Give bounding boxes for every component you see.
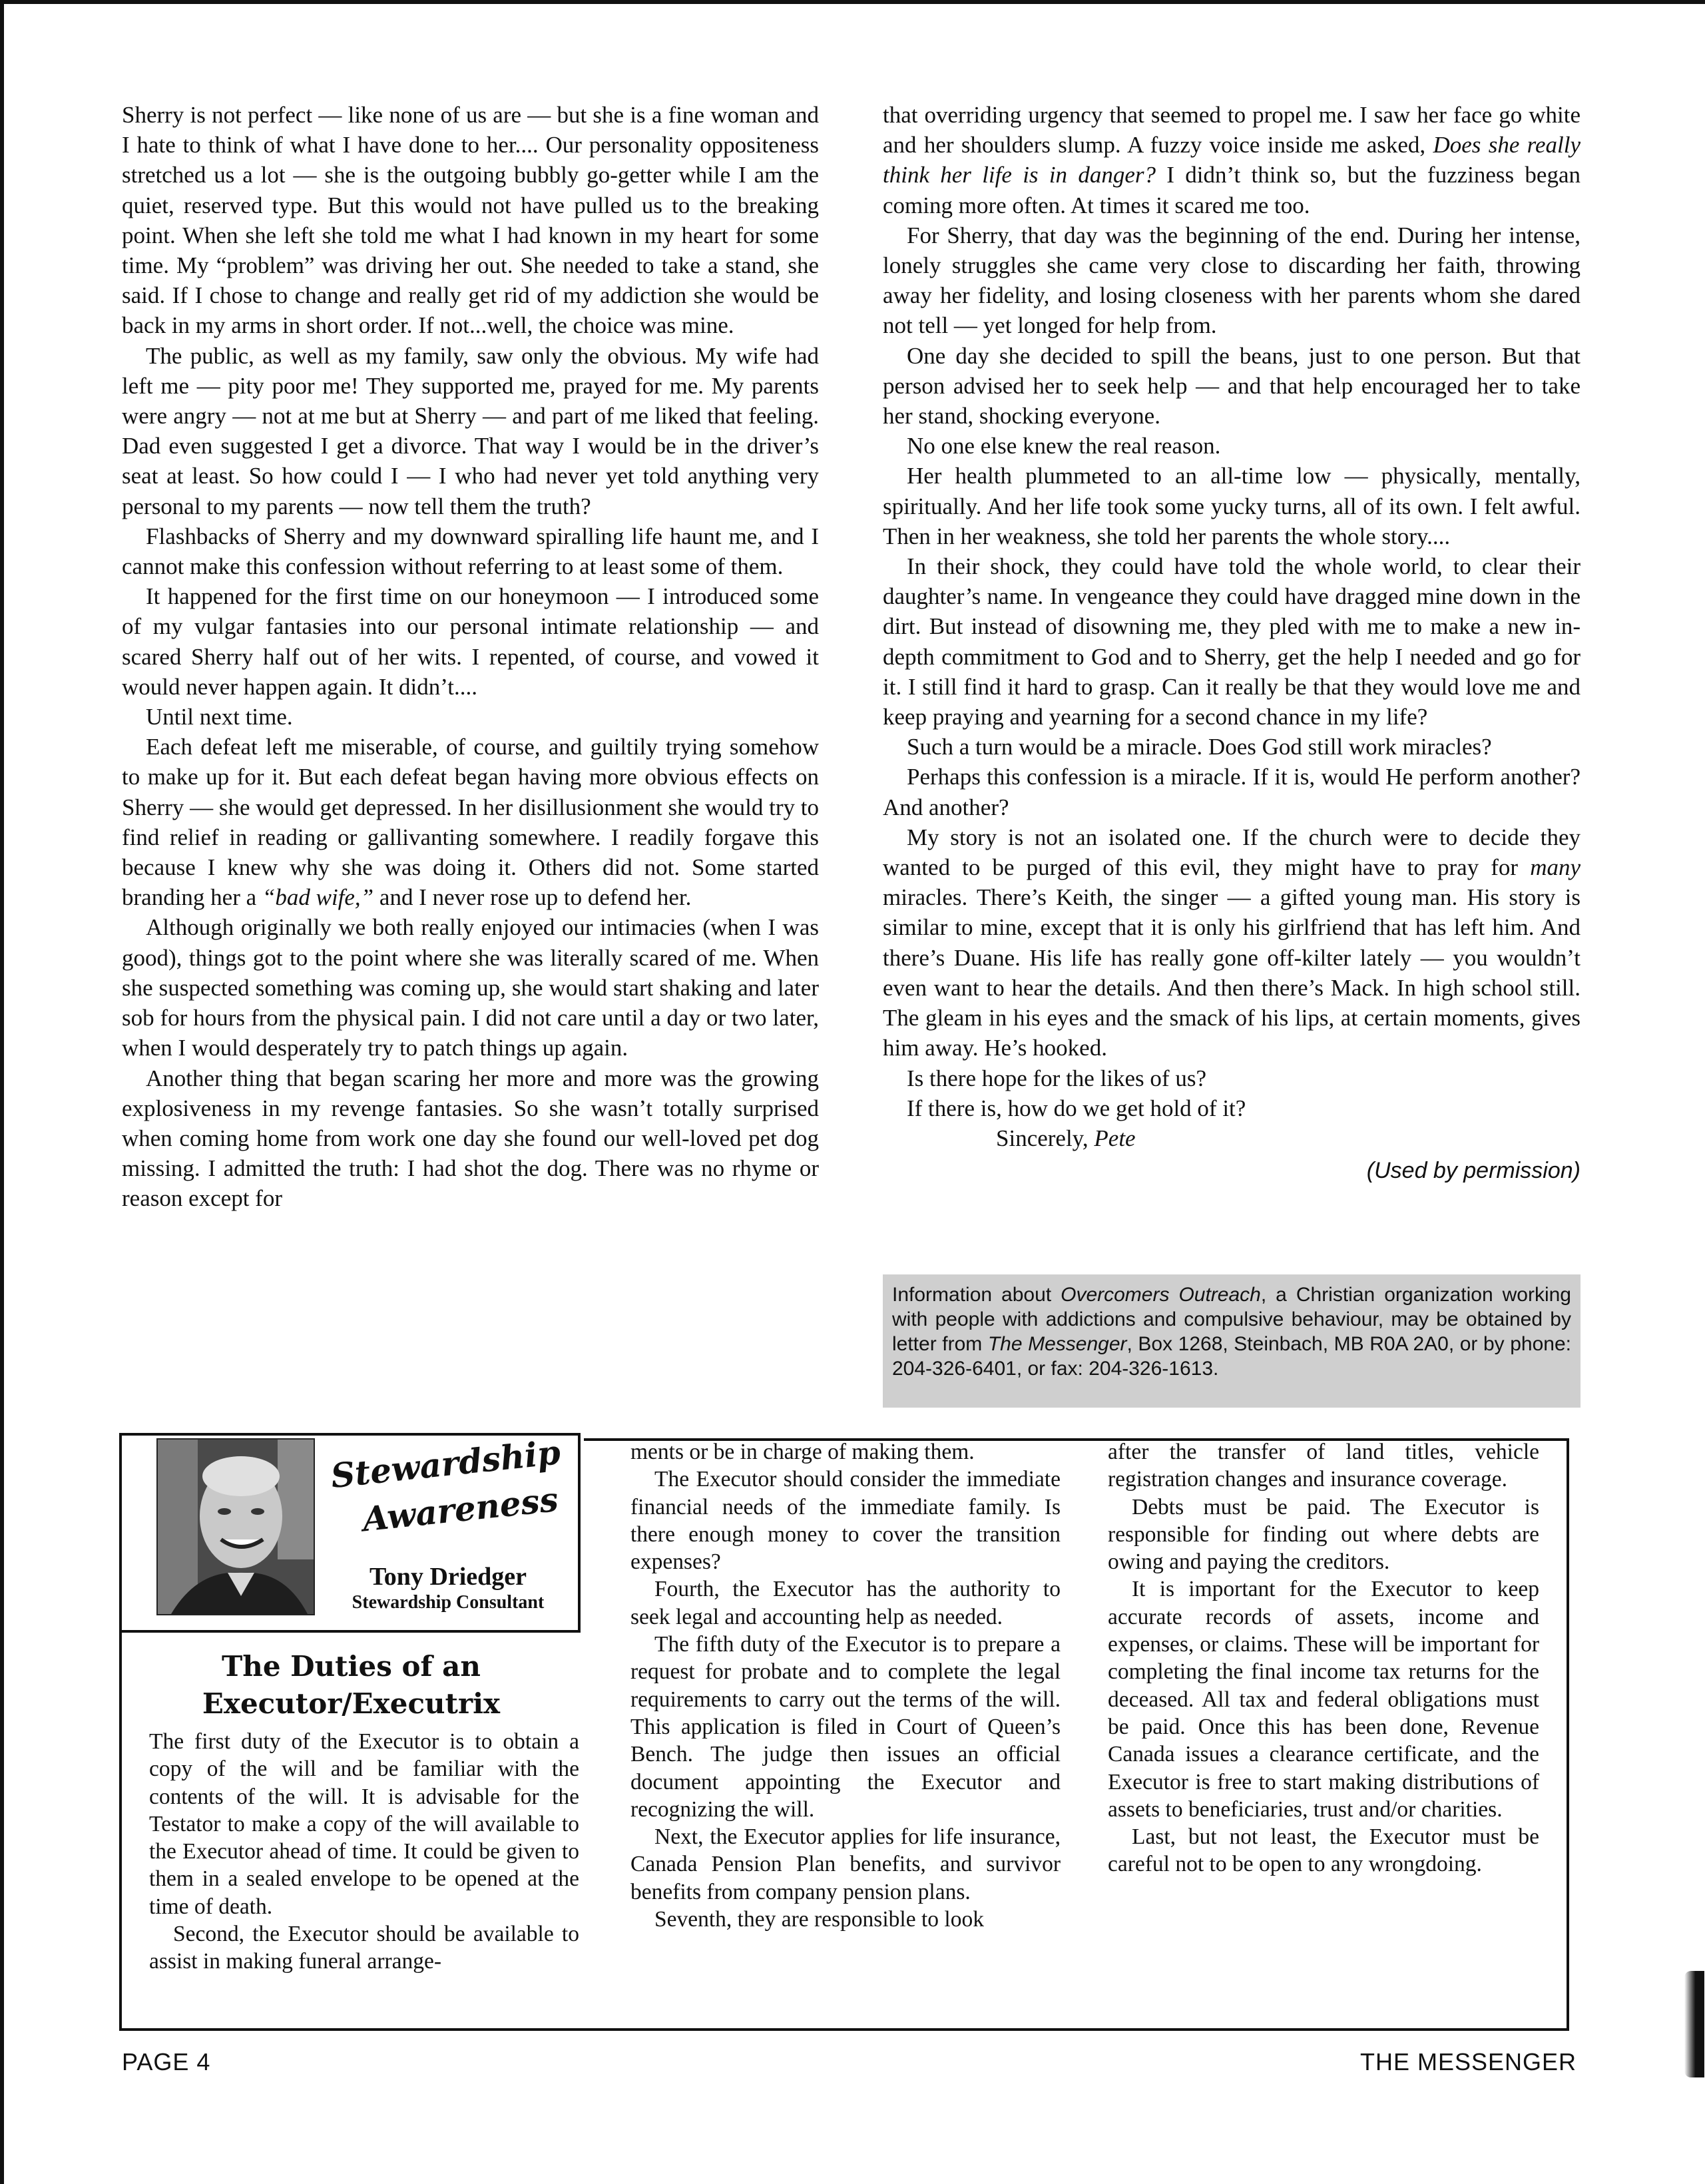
executor-column-3	[1108, 1438, 1539, 1878]
paragraph-bad-wife: Each defeat left me miserable, of course, and guiltily trying somehow to make up for it. But each defeat began having more obvious effects on Sherry — she would get depressed. In her disillusionment she would try to find relief in reading or gallivanting somewhere. I readily forgave this because I knew why she was doing it. Others did not. Some started branding her a “bad wife,” and I never rose up to defend her.	[122, 734, 819, 911]
paragraph: The Executor should consider the immediate financial needs of the immediate family. Is there enough money to cover the transition expenses?	[630, 1467, 1061, 1575]
paragraph: Sherry is not perfect — like none of us are — but she is a fine woman and I hate to think of what I have done to her.... Our personality oppositeness stretched us a lot — she is the outgoing bubbly go-getter while I am the quiet, reserved type. But this would not have pulled us to the breaking point. When she left she told me what I had known in my heart for some time. My “problem” was driving her out. She needed to take a stand, she said. If I chose to change and really get rid of my addiction she would be back in my arms in short order. If not...well, the choice was mine.	[122, 102, 819, 339]
paragraph: One day she decided to spill the beans, just to one person. But that person advised her to seek help — and that help encouraged her to take her stand, shocking everyone.	[883, 342, 1581, 429]
executor-column-2	[630, 1438, 1061, 1933]
portrait-image	[158, 1440, 314, 1614]
author-role: Stewardship Consultant	[352, 1592, 545, 1613]
paragraph: Until next time.	[146, 704, 293, 730]
paragraph: Such a turn would be a miracle. Does God still work miracles?	[907, 734, 1492, 760]
duties-article-title: The Duties of an Executor/Executrix	[202, 1650, 501, 1720]
paragraph: Is there hope for the likes of us?	[907, 1065, 1206, 1091]
bad-wife-quote: “bad wife,”	[262, 884, 374, 911]
signature-line: Sincerely, Pete	[996, 1125, 1136, 1151]
paragraph: Although originally we both really enjoyed our intimacies (when I was good), things got to the point where she was literally scared of me. When she suspected something was coming up, she would start shaking and later sob for hours from the physical pain. I did not care until a day or two later, when I would desperately try to patch things up again.	[122, 914, 819, 1061]
danger-question: Does she really think her life is in danger?	[883, 132, 1581, 188]
publication-name: The Messenger	[987, 1333, 1127, 1355]
paragraph: It happened for the first time on our honeymoon — I introduced some of my vulgar fantasies into our personal intimate relationship — and scared Sherry half out of her wits. I repented, of course, and vowed it would never happen again. It didn’t....	[122, 583, 819, 700]
page-number: PAGE 4	[122, 2048, 211, 2075]
signer-name: Pete	[1094, 1125, 1136, 1151]
permission-note: (Used by permission)	[1366, 1158, 1581, 1184]
author-photo	[156, 1438, 315, 1615]
stewardship-awareness-title: Stewardship Awareness	[329, 1432, 563, 1539]
letter-column-right	[883, 100, 1581, 1186]
paragraph: Flashbacks of Sherry and my downward spiralling life haunt me, and I cannot make this confession without referring to at least some of them.	[122, 523, 819, 580]
paragraph-many: My story is not an isolated one. If the church were to decide they wanted to be purged of this evil, they might have to pray for many miracles. There’s Keith, the singer — a gifted young man. His story is similar to mine, except that it is only his girlfriend that has left him. And there’s Duane. His life has really gone off-kilter lately — you wouldn’t even want to hear the details. And then there’s Mack. In high school still. The gleam in his eyes and the smack of his lips, at certain moments, gives him away. He’s hooked.	[883, 824, 1581, 1061]
paragraph: The first duty of the Executor is to obtain a copy of the will and be familiar with the contents of the will. It is advisable for the Testator to make a copy of the will available to the Executor ahead of time. It could be given to them in a sealed envelope to be opened at the time of death.	[149, 1729, 579, 1919]
org-name: Overcomers Outreach	[1061, 1284, 1261, 1306]
stewardship-header	[119, 1433, 581, 1633]
paragraph-danger: that overriding urgency that seemed to propel me. I saw her face go white and her shoulders slump. A fuzzy voice inside me asked, Does she really think her life is in danger? I didn’t think so, but the fuzziness began coming more often. At times it scared me too.	[883, 102, 1581, 218]
letter-column-left	[122, 100, 819, 1214]
paragraph: Second, the Executor should be available to assist in making funeral arrange-	[149, 1922, 579, 1974]
page-border-top	[0, 0, 1705, 4]
paragraph: Another thing that began scaring her more and more was the growing explosiveness in my revenge fantasies. So she wasn’t totally surprised when coming home from work one day she found our well-loved pet dog missing. I admitted the truth: I had shot the dog. There was no rhyme or reason except for	[122, 1065, 819, 1212]
many-word: many	[1530, 854, 1581, 881]
paragraph: Last, but not least, the Executor must be careful not to be open to any wrongdoing.	[1108, 1824, 1539, 1877]
page-border-left	[0, 0, 4, 2184]
publication-footer: THE MESSENGER	[1359, 2048, 1577, 2075]
paragraph: Debts must be paid. The Executor is responsible for finding out where debts are owing and paying the creditors.	[1108, 1494, 1539, 1575]
paragraph: It is important for the Executor to keep accurate records of assets, income and expenses, or claims. These will be important for completing the final income tax returns for the deceased. All tax and federal obligations must be paid. Once this has been done, Revenue Canada issues a clearance certificate, and the Executor is free to start making distributions of assets to beneficiaries, trust and/or charities.	[1108, 1577, 1539, 1822]
info-box: Information about Overcomers Outreach, a Christian organization working with people with addictions and compulsive behaviour, may be obtained by letter from The Messenger, Box 1268, Steinbach, MB R0A 2A0, or by phone: 204-326-6401, or fax: 204-326-1613.	[883, 1274, 1581, 1408]
paragraph: The fifth duty of the Executor is to prepare a request for probate and to complete the legal requirements to carry out the terms of the will. This application is filed in Court of Queen’s Bench. The judge then issues an official document appointing the Executor and recognizing the will.	[630, 1632, 1061, 1822]
scan-edge-artifact	[1684, 1971, 1704, 2077]
author-name: Tony Driedger	[369, 1563, 527, 1591]
paragraph: Next, the Executor applies for life insurance, Canada Pension Plan benefits, and survivor benefits from company pension plans.	[630, 1824, 1061, 1904]
paragraph: No one else knew the real reason.	[907, 433, 1221, 459]
paragraph: The public, as well as my family, saw only the obvious. My wife had left me — pity poor me! They supported me, prayed for me. My parents were angry — not at me but at Sherry — and part of me liked that feeling. Dad even suggested I get a divorce. That way I would be in the driver’s seat at least. So how could I — I who had never yet told anything very personal to my parents — now tell them the truth?	[122, 342, 819, 519]
paragraph: In their shock, they could have told the whole world, to clear their daughter’s name. In vengeance they could have dragged mine down in the dirt. But instead of disowning me, they pled with me to make a new in-depth commitment to God and to Sherry, get the help I needed and go for it. I still find it hard to grasp. Can it really be that they would love me and keep praying and yearning for a second chance in my life?	[883, 553, 1581, 730]
paragraph: If there is, how do we get hold of it?	[907, 1095, 1246, 1121]
paragraph: Seventh, they are responsible to look	[654, 1907, 984, 1932]
paragraph: after the transfer of land titles, vehicle registration changes and insurance coverage.	[1108, 1440, 1539, 1492]
executor-column-1	[149, 1728, 579, 1976]
paragraph: For Sherry, that day was the beginning of the end. During her intense, lonely struggles she came very close to discarding her faith, throwing away her fidelity, and losing closeness with her parents whom she dared not tell — yet longed for help from.	[883, 222, 1581, 339]
paragraph: Perhaps this confession is a miracle. If it is, would He perform another? And another?	[883, 764, 1581, 820]
paragraph: Fourth, the Executor has the authority to seek legal and accounting help as needed.	[630, 1577, 1061, 1629]
paragraph: Her health plummeted to an all-time low — physically, mentally, spiritually. And her life took some yucky turns, all of its own. I felt awful. Then in her weakness, she told her parents the whole story....	[883, 463, 1581, 549]
paragraph: ments or be in charge of making them.	[630, 1440, 975, 1464]
